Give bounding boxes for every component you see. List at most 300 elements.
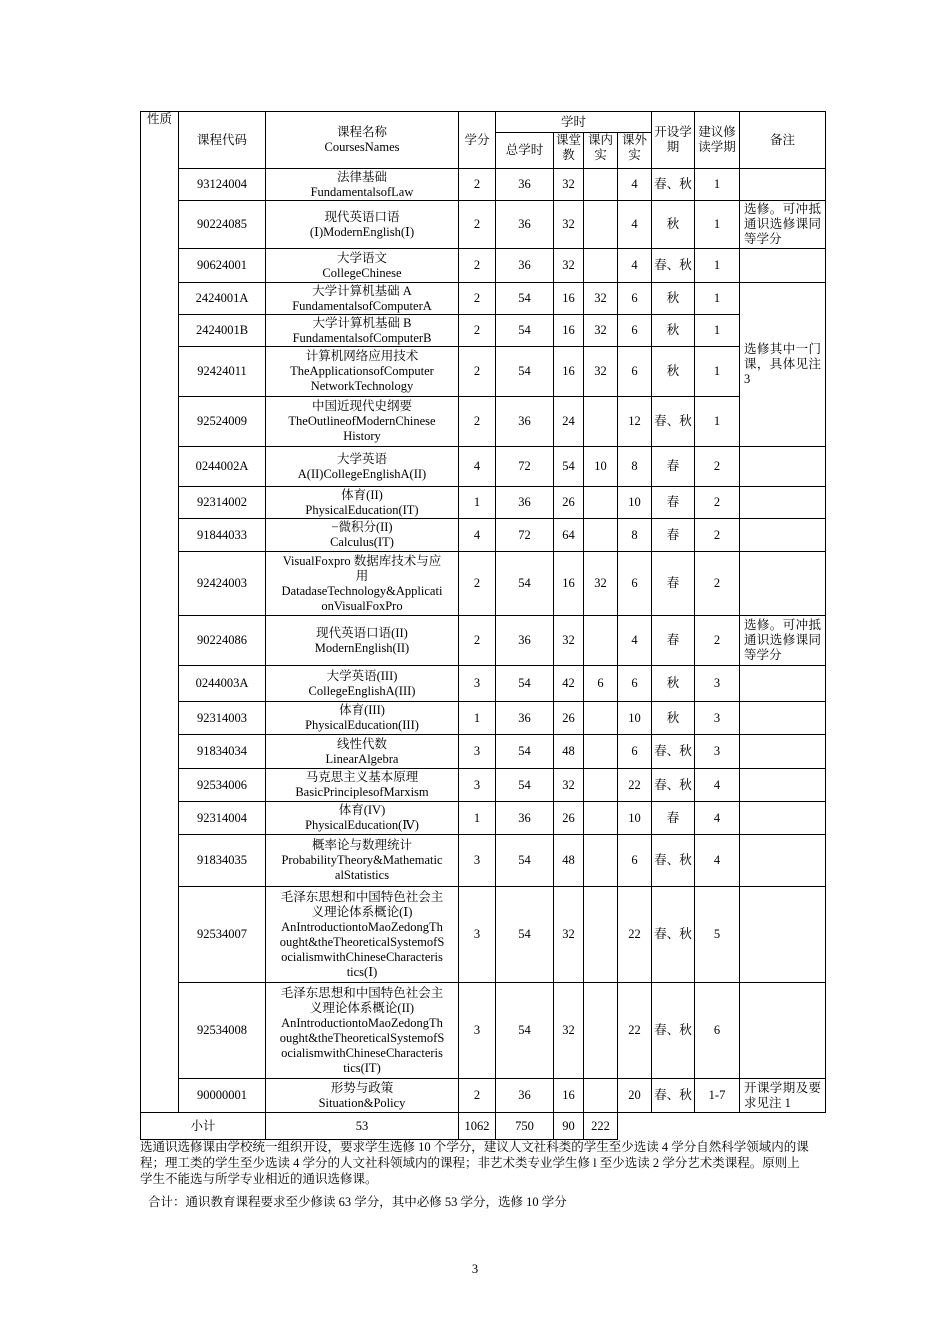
course-suggested-term: 3 xyxy=(695,702,740,735)
course-name xyxy=(266,169,459,201)
course-code: 90000001 xyxy=(179,1079,266,1113)
table-row xyxy=(141,519,826,552)
course-lab-hours xyxy=(584,887,618,983)
course-name-line: 大学计算机基础 B xyxy=(312,315,412,330)
course-name-line: 现代英语口语(II) xyxy=(316,625,408,640)
course-credit: 2 xyxy=(459,249,496,283)
course-remark-empty xyxy=(740,249,826,283)
table-row xyxy=(141,249,826,283)
course-name-line: ought&theTheoreticalSystemofS xyxy=(279,934,445,949)
course-name-line: ought&theTheoreticalSystemofS xyxy=(279,1030,445,1045)
course-suggested-term: 6 xyxy=(695,983,740,1079)
course-term: 春 xyxy=(652,487,695,519)
course-credit: 3 xyxy=(459,735,496,769)
table-row xyxy=(141,315,826,347)
course-credit: 2 xyxy=(459,283,496,315)
course-code: 92424011 xyxy=(179,347,266,397)
course-name-line: TheApplicationsofComputer xyxy=(290,364,434,378)
course-suggested-term: 4 xyxy=(695,802,740,835)
course-credit: 4 xyxy=(459,519,496,552)
course-total-hours: 54 xyxy=(496,835,554,887)
course-code: 93124004 xyxy=(179,169,266,201)
course-lab-hours xyxy=(584,702,618,735)
course-name xyxy=(266,983,459,1079)
course-name xyxy=(266,1079,459,1113)
course-total-hours: 36 xyxy=(496,1079,554,1113)
course-total-hours: 36 xyxy=(496,169,554,201)
course-extra-hours: 6 xyxy=(618,735,652,769)
course-class-hours: 64 xyxy=(554,519,584,552)
course-lab-hours xyxy=(584,201,618,249)
course-extra-hours: 10 xyxy=(618,487,652,519)
course-extra-hours: 20 xyxy=(618,1079,652,1113)
course-class-hours: 16 xyxy=(554,315,584,347)
course-extra-hours: 4 xyxy=(618,616,652,666)
course-name xyxy=(266,315,459,347)
course-name xyxy=(266,887,459,983)
course-extra-hours: 12 xyxy=(618,397,652,447)
course-name-line: 大学计算机基础 A xyxy=(312,283,412,298)
course-extra-hours: 4 xyxy=(618,249,652,283)
course-code: 90224085 xyxy=(179,201,266,249)
course-name-line: alStatistics xyxy=(334,868,390,882)
course-code: 92424003 xyxy=(179,552,266,616)
course-name-line: CollegeEnglishA(III) xyxy=(308,683,416,698)
course-class-hours: 32 xyxy=(554,887,584,983)
course-class-hours: 54 xyxy=(554,447,584,487)
course-code: 2424001B xyxy=(179,315,266,347)
course-name-line: AnIntroductiontoMaoZedongTh xyxy=(281,1015,443,1030)
header-nature: 性质 xyxy=(141,112,179,1113)
course-name-line: Calculus(IT) xyxy=(330,535,394,549)
course-total-hours: 36 xyxy=(496,249,554,283)
elective-footnote: 选通识选修课由学校统一组织开设，要求学生选修 10 个学分，建议人文社科类的学生至少选读 4 学分自然科学领域内的课程；理工类的学生至少选读 4 学分的人文社科领域内的课程；非艺术类专业学生修 l 至少选读 2 学分艺术类课程。原则上学生不能选与所学专业相近的通识选修课。 xyxy=(140,1140,809,1186)
course-class-hours: 16 xyxy=(554,1079,584,1113)
course-name-line: ocialismwithChineseCharacteris xyxy=(281,949,443,964)
course-term: 春 xyxy=(652,802,695,835)
course-class-hours: 26 xyxy=(554,702,584,735)
subtotal-lab-hours: 90 xyxy=(554,1113,584,1140)
course-remark-empty xyxy=(740,666,826,702)
course-credit: 2 xyxy=(459,347,496,397)
course-class-hours: 32 xyxy=(554,616,584,666)
course-name-line: 计算机网络应用技术 xyxy=(305,349,419,363)
header-name xyxy=(266,112,459,169)
course-name xyxy=(266,249,459,283)
course-remark-empty xyxy=(740,835,826,887)
course-total-hours: 36 xyxy=(496,616,554,666)
course-lab-hours xyxy=(584,769,618,802)
table-row xyxy=(141,447,826,487)
header-term: 开设学期 xyxy=(652,112,695,169)
course-name-line: 马克思主义基本原理 xyxy=(305,770,419,784)
course-term: 春、秋 xyxy=(652,1079,695,1113)
subtotal-extra-hours: 222 xyxy=(584,1113,618,1140)
course-suggested-term: 1 xyxy=(695,397,740,447)
course-suggested-term: 2 xyxy=(695,447,740,487)
course-code: 92534008 xyxy=(179,983,266,1079)
course-remark-empty xyxy=(740,487,826,519)
course-suggested-term: 5 xyxy=(695,887,740,983)
table-row xyxy=(141,552,826,616)
course-total-hours: 72 xyxy=(496,447,554,487)
course-total-hours: 36 xyxy=(496,702,554,735)
course-class-hours: 32 xyxy=(554,249,584,283)
course-name xyxy=(266,702,459,735)
course-code: 0244003A xyxy=(179,666,266,702)
table-row xyxy=(141,201,826,249)
course-credit: 1 xyxy=(459,802,496,835)
course-code: 0244002A xyxy=(179,447,266,487)
course-credit: 2 xyxy=(459,397,496,447)
course-term: 秋 xyxy=(652,201,695,249)
course-name-line: ModernEnglish(II) xyxy=(314,640,410,655)
course-name-line: tics(IT) xyxy=(343,1060,381,1075)
course-credit: 3 xyxy=(459,983,496,1079)
course-name-line: ocialismwithChineseCharacteris xyxy=(281,1045,443,1060)
course-term: 春、秋 xyxy=(652,983,695,1079)
course-total-hours: 54 xyxy=(496,552,554,616)
course-lab-hours xyxy=(584,802,618,835)
course-class-hours: 48 xyxy=(554,835,584,887)
course-term: 秋 xyxy=(652,347,695,397)
course-name-line: 大学英语 xyxy=(336,451,387,466)
table-row xyxy=(141,802,826,835)
table-row xyxy=(141,1079,826,1113)
course-extra-hours: 6 xyxy=(618,283,652,315)
subtotal-credit: 53 xyxy=(266,1113,459,1140)
course-class-hours: 32 xyxy=(554,983,584,1079)
course-class-hours: 16 xyxy=(554,347,584,397)
course-code: 90624001 xyxy=(179,249,266,283)
course-term: 春、秋 xyxy=(652,249,695,283)
table-row xyxy=(141,735,826,769)
table-row xyxy=(141,702,826,735)
course-code: 92534006 xyxy=(179,769,266,802)
course-credit: 1 xyxy=(459,702,496,735)
course-name-line: 体育(IV) xyxy=(338,803,386,817)
course-total-hours: 54 xyxy=(496,887,554,983)
course-class-hours: 32 xyxy=(554,169,584,201)
course-remark-empty xyxy=(740,983,826,1079)
course-class-hours: 16 xyxy=(554,283,584,315)
course-term: 春、秋 xyxy=(652,169,695,201)
course-lab-hours: 32 xyxy=(584,347,618,397)
course-name-line: PhysicalEducation(III) xyxy=(305,718,419,732)
course-name xyxy=(266,666,459,702)
header-total-hours: 总学时 xyxy=(496,133,554,169)
header-code: 课程代码 xyxy=(179,112,266,169)
course-name-line: 体育(III) xyxy=(339,703,385,717)
course-name-line: FundamentalsofComputerB xyxy=(292,330,432,345)
course-code: 91834034 xyxy=(179,735,266,769)
course-suggested-term: 3 xyxy=(695,735,740,769)
course-name-line: 概率论与数理统计 xyxy=(311,838,412,852)
course-name-line: (Ⅰ)ModernEnglish(Ⅰ) xyxy=(309,224,415,239)
course-credit: 1 xyxy=(459,487,496,519)
course-name-line: 用 xyxy=(355,568,369,583)
course-code: 92314004 xyxy=(179,802,266,835)
course-credit: 2 xyxy=(459,616,496,666)
course-suggested-term: 2 xyxy=(695,519,740,552)
course-remark: 选修。可冲抵通识选修课同等学分 xyxy=(740,201,826,249)
course-remark-empty xyxy=(740,447,826,487)
course-credit: 3 xyxy=(459,769,496,802)
course-lab-hours xyxy=(584,397,618,447)
course-total-hours: 54 xyxy=(496,735,554,769)
course-suggested-term: 1 xyxy=(695,169,740,201)
table-row xyxy=(141,397,826,447)
course-name xyxy=(266,347,459,397)
subtotal-row xyxy=(141,1113,826,1140)
course-lab-hours xyxy=(584,487,618,519)
course-credit: 2 xyxy=(459,201,496,249)
course-lab-hours xyxy=(584,519,618,552)
course-name-line: 线性代数 xyxy=(336,736,387,751)
course-remark-empty xyxy=(740,769,826,802)
course-name-line: 大学语文 xyxy=(336,250,387,265)
course-name-line: DatadaseTechnology&Applicati xyxy=(281,583,443,598)
course-name-line: 形势与政策 xyxy=(330,1080,394,1095)
course-extra-hours: 6 xyxy=(618,666,652,702)
course-total-hours: 36 xyxy=(496,802,554,835)
course-remark-empty xyxy=(740,702,826,735)
course-suggested-term: 4 xyxy=(695,769,740,802)
course-total-hours: 54 xyxy=(496,315,554,347)
course-suggested-term: 1 xyxy=(695,249,740,283)
table-row xyxy=(141,347,826,397)
course-remark-empty xyxy=(740,887,826,983)
course-total-hours: 54 xyxy=(496,283,554,315)
course-extra-hours: 4 xyxy=(618,201,652,249)
course-name-line: ProbabilityTheory&Mathematic xyxy=(281,853,443,867)
course-suggested-term: 1-7 xyxy=(695,1079,740,1113)
course-name-line: LinearAlgebra xyxy=(325,751,399,766)
table-row xyxy=(141,616,826,666)
course-total-hours: 72 xyxy=(496,519,554,552)
course-name-line: 义理论体系概论(Ⅰ) xyxy=(311,904,413,919)
course-lab-hours xyxy=(584,1079,618,1113)
course-extra-hours: 6 xyxy=(618,315,652,347)
course-remark: 选修其中一门课，具体见注 3 xyxy=(740,283,826,447)
course-lab-hours xyxy=(584,735,618,769)
course-extra-hours: 4 xyxy=(618,169,652,201)
header-hours: 学时 xyxy=(496,112,652,133)
course-name-line: FundamentalsofComputerA xyxy=(292,298,432,313)
course-name xyxy=(266,201,459,249)
course-suggested-term: 2 xyxy=(695,552,740,616)
table-row xyxy=(141,835,826,887)
course-code: 92524009 xyxy=(179,397,266,447)
course-total-hours: 36 xyxy=(496,397,554,447)
header-name-cn: 课程名称 xyxy=(336,125,387,139)
course-remark-empty xyxy=(740,169,826,201)
curriculum-table xyxy=(140,111,826,1140)
course-term: 春 xyxy=(652,447,695,487)
course-extra-hours: 6 xyxy=(618,552,652,616)
course-class-hours: 32 xyxy=(554,201,584,249)
course-class-hours: 42 xyxy=(554,666,584,702)
course-extra-hours: 6 xyxy=(618,835,652,887)
course-name xyxy=(266,397,459,447)
course-name xyxy=(266,735,459,769)
header-class-hours: 课堂教 xyxy=(556,133,581,162)
course-lab-hours xyxy=(584,169,618,201)
course-extra-hours: 8 xyxy=(618,447,652,487)
course-remark: 开课学期及要求见注 1 xyxy=(740,1079,826,1113)
course-extra-hours: 22 xyxy=(618,887,652,983)
course-name-line: 大学英语(III) xyxy=(326,668,398,683)
course-credit: 3 xyxy=(459,887,496,983)
header-name-en: CoursesNames xyxy=(324,140,400,154)
course-term: 春、秋 xyxy=(652,397,695,447)
course-name-line: 法律基础 xyxy=(336,169,387,184)
course-extra-hours: 10 xyxy=(618,702,652,735)
subtotal-total-hours: 1062 xyxy=(459,1113,496,1140)
course-name xyxy=(266,283,459,315)
course-credit: 2 xyxy=(459,315,496,347)
course-code: 92534007 xyxy=(179,887,266,983)
course-name xyxy=(266,519,459,552)
course-lab-hours xyxy=(584,616,618,666)
course-suggested-term: 4 xyxy=(695,835,740,887)
course-code: 91834035 xyxy=(179,835,266,887)
course-name-line: PhysicalEducation(IT) xyxy=(305,502,419,517)
course-total-hours: 36 xyxy=(496,487,554,519)
course-term: 春、秋 xyxy=(652,835,695,887)
course-name-line: PhysicalEducation(Ⅳ) xyxy=(305,818,419,832)
course-extra-hours: 22 xyxy=(618,769,652,802)
course-credit: 4 xyxy=(459,447,496,487)
course-name-line: −微积分(II) xyxy=(331,520,393,534)
course-extra-hours: 8 xyxy=(618,519,652,552)
course-remark-empty xyxy=(740,552,826,616)
course-credit: 3 xyxy=(459,666,496,702)
course-name-line: A(II)CollegeEnglishA(II) xyxy=(297,466,427,481)
course-term: 秋 xyxy=(652,702,695,735)
credit-summary: 合计：通识教育课程要求至少修读 63 学分，其中必修 53 学分，选修 10 学分 xyxy=(148,1195,567,1209)
course-extra-hours: 6 xyxy=(618,347,652,397)
table-row xyxy=(141,487,826,519)
course-suggested-term: 2 xyxy=(695,487,740,519)
course-total-hours: 54 xyxy=(496,769,554,802)
course-name-line: 中国近现代史纲要 xyxy=(311,399,412,413)
course-credit: 2 xyxy=(459,169,496,201)
course-name xyxy=(266,552,459,616)
table-row xyxy=(141,169,826,201)
course-suggested-term: 2 xyxy=(695,616,740,666)
course-lab-hours: 32 xyxy=(584,315,618,347)
course-remark-empty xyxy=(740,519,826,552)
course-code: 2424001A xyxy=(179,283,266,315)
course-lab-hours: 6 xyxy=(584,666,618,702)
course-class-hours: 16 xyxy=(554,552,584,616)
table-row xyxy=(141,983,826,1079)
course-name-line: 毛泽东思想和中国特色社会主 xyxy=(280,985,444,1000)
page-number: 3 xyxy=(471,1262,479,1276)
course-name-line: tics(Ⅰ) xyxy=(346,964,378,979)
course-credit: 2 xyxy=(459,552,496,616)
course-class-hours: 24 xyxy=(554,397,584,447)
course-total-hours: 36 xyxy=(496,201,554,249)
course-suggested-term: 1 xyxy=(695,315,740,347)
header-lab-hours: 课内实 xyxy=(587,133,613,162)
course-remark-empty xyxy=(740,802,826,835)
course-name-line: 毛泽东思想和中国特色社会主 xyxy=(280,889,444,904)
course-suggested-term: 1 xyxy=(695,347,740,397)
course-total-hours: 54 xyxy=(496,666,554,702)
course-term: 秋 xyxy=(652,666,695,702)
course-name-line: NetworkTechnology xyxy=(310,379,414,393)
course-name-line: 义理论体系概论(II) xyxy=(309,1000,415,1015)
header-extra-hours: 课外实 xyxy=(621,133,647,162)
header-remark: 备注 xyxy=(740,112,826,169)
course-term: 秋 xyxy=(652,283,695,315)
course-code: 90224086 xyxy=(179,616,266,666)
course-code: 91844033 xyxy=(179,519,266,552)
subtotal-label: 小计 xyxy=(141,1113,266,1140)
course-term: 春 xyxy=(652,519,695,552)
subtotal-empty xyxy=(618,1113,740,1140)
course-extra-hours: 10 xyxy=(618,802,652,835)
course-class-hours: 26 xyxy=(554,487,584,519)
course-name xyxy=(266,802,459,835)
table-row xyxy=(141,887,826,983)
table-row xyxy=(141,666,826,702)
course-lab-hours xyxy=(584,835,618,887)
course-name-line: BasicPrinciplesofMarxism xyxy=(295,785,429,799)
course-credit: 2 xyxy=(459,1079,496,1113)
course-term: 春 xyxy=(652,616,695,666)
course-code: 92314002 xyxy=(179,487,266,519)
course-name-line: FundamentalsofLaw xyxy=(310,184,414,199)
course-suggested-term: 1 xyxy=(695,283,740,315)
course-lab-hours xyxy=(584,249,618,283)
course-class-hours: 48 xyxy=(554,735,584,769)
course-code: 92314003 xyxy=(179,702,266,735)
course-name-line: Situation&Policy xyxy=(318,1095,406,1110)
course-term: 秋 xyxy=(652,315,695,347)
course-term: 春、秋 xyxy=(652,887,695,983)
course-lab-hours: 32 xyxy=(584,552,618,616)
course-total-hours: 54 xyxy=(496,983,554,1079)
course-name-line: 体育(II) xyxy=(341,487,383,502)
course-remark: 选修。可冲抵通识选修课同等学分 xyxy=(740,616,826,666)
table-row xyxy=(141,769,826,802)
course-extra-hours: 22 xyxy=(618,983,652,1079)
course-term: 春 xyxy=(652,552,695,616)
course-lab-hours xyxy=(584,983,618,1079)
course-credit: 3 xyxy=(459,835,496,887)
subtotal-class-hours: 750 xyxy=(496,1113,554,1140)
course-name-line: 现代英语口语 xyxy=(324,209,400,224)
course-name-line: CollegeChinese xyxy=(322,265,402,280)
course-name xyxy=(266,769,459,802)
course-name-line: TheOutlineofModernChinese xyxy=(288,414,436,428)
course-class-hours: 32 xyxy=(554,769,584,802)
course-lab-hours: 32 xyxy=(584,283,618,315)
course-total-hours: 54 xyxy=(496,347,554,397)
course-lab-hours: 10 xyxy=(584,447,618,487)
course-name-line: AnIntroductiontoMaoZedongTh xyxy=(281,919,443,934)
course-name-line: History xyxy=(343,429,381,443)
course-name xyxy=(266,447,459,487)
course-suggested-term: 1 xyxy=(695,201,740,249)
course-term: 春、秋 xyxy=(652,769,695,802)
course-suggested-term: 3 xyxy=(695,666,740,702)
course-name xyxy=(266,487,459,519)
course-class-hours: 26 xyxy=(554,802,584,835)
